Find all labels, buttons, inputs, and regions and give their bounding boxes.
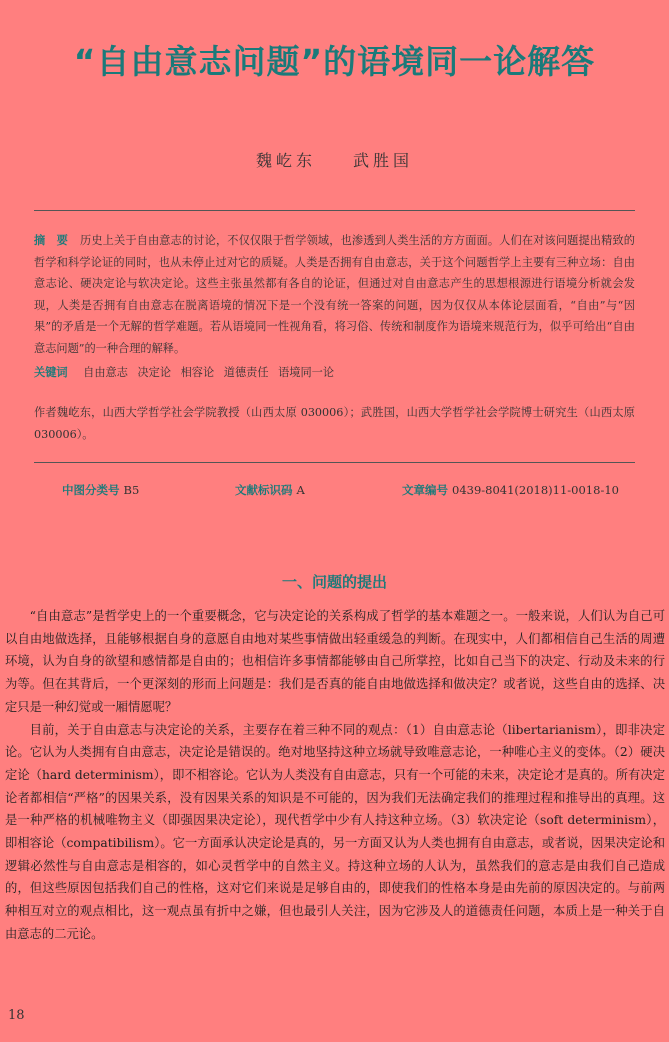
paragraph: 目前，关于自由意志与决定论的关系，主要存在着三种不同的观点：（1）自由意志论（libertarianism），即非决定论。它认为人类拥有自由意志，决定论是错误的。绝对地坚持这种立场就导致唯意志论，一种唯心主义的变体。（2）硬决定论（hard determinism），即不相容论。它认为人类没有自由意志，只有一个可能的未来，决定论才是真的。所有决定论者都相信“严格”的因果关系，没有因果关系的知识是不可能的，因为我们无法确定我们的推理过程和推导出的真理。这是一种严格的机械唯物主义（即强因果决定论），现代哲学中少有人持这种立场。（3）软决定论（soft determinism），即相容论（compatibilism）。它一方面承认决定论是真的，另一方面又认为人类也拥有自由意志，或者说，因果决定论和逻辑必然性与自由意志是相容的，如心灵哲学中的自然主义。持这种立场的人认为，虽然我们的意志是由我们自己造成的，但这些原因包括我们自己的性格，这对它们来说是足够自由的，即使我们的性格本身是由先前的原因决定的。与前两种相互对立的观点相比，这一观点虽有折中之嫌，但也最引人关注，因为它涉及人的道德责任问题，本质上是一种关于自由意志的二元论。 [5, 722, 665, 941]
keywords-label: 关键词 [34, 366, 68, 379]
article-label: 文章编号 [402, 483, 448, 497]
page-number: 18 [8, 1008, 25, 1023]
bottom-rule [34, 462, 635, 463]
paragraph: “自由意志”是哲学史上的一个重要概念，它与决定论的关系构成了哲学的基本难题之一。一般来说，人们认为自己可以自由地做选择，且能够根据自身的意愿自由地对某些事情做出轻重缓急的判断。在现实中，人们都相信自己生活的周遭环境，认为自身的欲望和感情都是自由的；也相信许多事情都能够由自己所掌控，比如自己当下的决定、行动及未来的行为等。但在其背后，一个更深刻的形而上问题是：我们是否真的能自由地做选择和做决定？或者说，这些自由的选择、决定只是一种幻觉或一厢情愿呢？ [5, 609, 665, 714]
keyword: 自由意志 [83, 366, 128, 379]
paper-title: “自由意志问题”的语境同一论解答 [73, 42, 596, 81]
doc-label: 文献标识码 [235, 483, 293, 497]
keyword: 相容论 [180, 366, 215, 379]
doc-code [235, 482, 305, 498]
author-1: 魏屹东 [255, 151, 316, 170]
doc-value: A [296, 483, 305, 497]
clc-code [62, 482, 139, 498]
keyword: 语境同一论 [278, 366, 335, 379]
keyword: 道德责任 [223, 366, 269, 379]
abstract-text: 历史上关于自由意志的讨论，不仅仅限于哲学领域，也渗透到人类生活的方方面面。人们在对该问题提出精致的哲学和科学论证的同时，也从未停止过对它的质疑。人类是否拥有自由意志，关于这个问题哲学上主要有三种立场：自由意志论、硬决定论与软决定论。这些主张虽然都有各自的论证，但通过对自由意志产生的思想根源进行语境分析就会发现，人类是否拥有自由意志在脱离语境的情况下是一个没有统一答案的问题，因为仅仅从本体论层面看，“自由”与“因果”的矛盾是一个无解的哲学难题。若从语境同一性视角看，将习俗、传统和制度作为语境来规范行为，似乎可给出“自由意志问题”的一种合理的解释。 [34, 234, 635, 355]
abstract [34, 230, 635, 359]
clc-label: 中图分类号 [62, 483, 120, 497]
article-value: 0439-8041(2018)11-0018-10 [452, 483, 619, 497]
author-info: 作者魏屹东，山西大学哲学社会学院教授（山西太原 030006）；武胜国，山西大学哲学社会学院博士研究生（山西太原 030006）。 [34, 406, 635, 441]
authors [0, 148, 669, 171]
top-rule [34, 210, 635, 211]
keyword: 决定论 [137, 366, 172, 379]
author-2: 武胜国 [353, 151, 414, 170]
article-code [402, 482, 619, 498]
abstract-label: 摘 要 [34, 234, 68, 247]
section-heading: 一、问题的提出 [281, 573, 387, 591]
keywords [34, 364, 635, 380]
clc-value: B5 [123, 483, 140, 497]
body-text [5, 605, 665, 946]
